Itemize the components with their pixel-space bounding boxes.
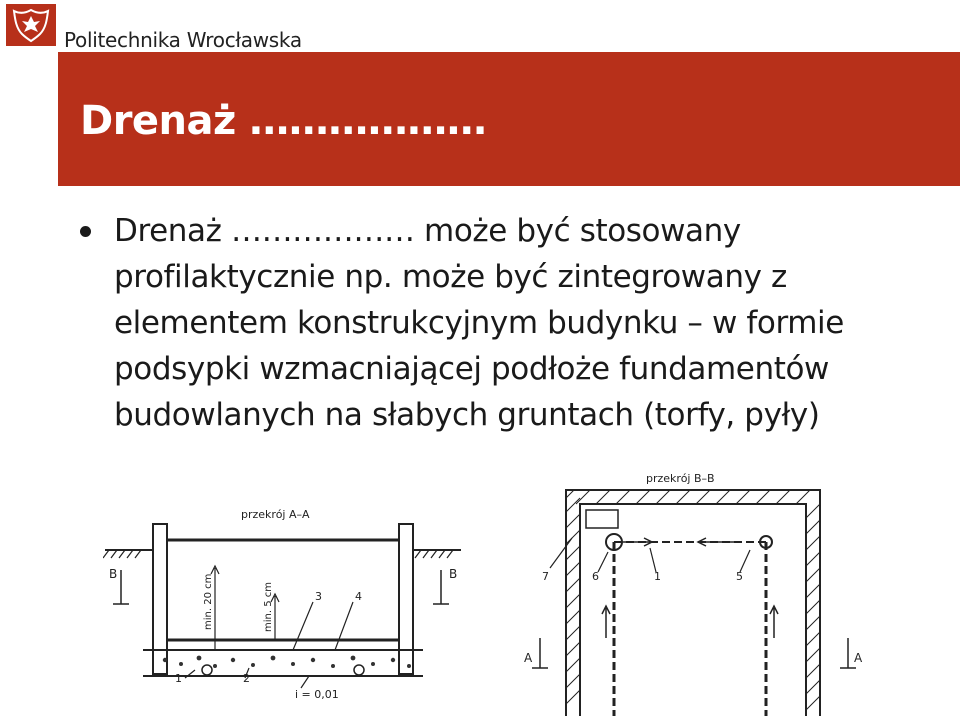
bullet-text: Drenaż ……………… może być stosowany profilaktycznie np. może być zintegrowany z elementem konstrukcyjnym budynku – w formie podsypki wzmacniającej podłoże fundamentów budowlanych na słabych gruntach (torfy, pyły) [114,213,844,433]
dimension-min-20cm: min. 20 cm [203,573,214,630]
section-bb-label: przekrój B–B [646,472,715,485]
callout-6-bb: 6 [592,570,599,583]
callout-4: 4 [355,590,362,603]
dimension-min-5cm: min. 5 cm [263,582,274,632]
marker-a-right: A [854,651,863,665]
marker-b-right: B [449,567,458,581]
slide-title: Drenaż ……………… [80,98,487,144]
university-emblem-icon [6,4,56,46]
slope-label: i = 0,01 [295,688,339,701]
section-bb-drawing [510,468,870,716]
section-aa-drawing [103,500,463,716]
logo-text: Politechnika Wrocławska [64,28,302,52]
bullet-list [78,208,908,438]
title-band [58,52,960,186]
marker-a-left: A [524,651,533,665]
section-aa-label: przekrój A–A [241,508,310,521]
header [0,0,960,50]
marker-b-left: B [109,567,118,581]
callout-3: 3 [315,590,322,603]
callout-5-bb: 5 [736,570,743,583]
callout-7-bb: 7 [542,570,549,583]
callout-1-bb: 1 [654,570,661,583]
callout-1: 1 [175,672,182,685]
callout-2: 2 [243,672,250,685]
